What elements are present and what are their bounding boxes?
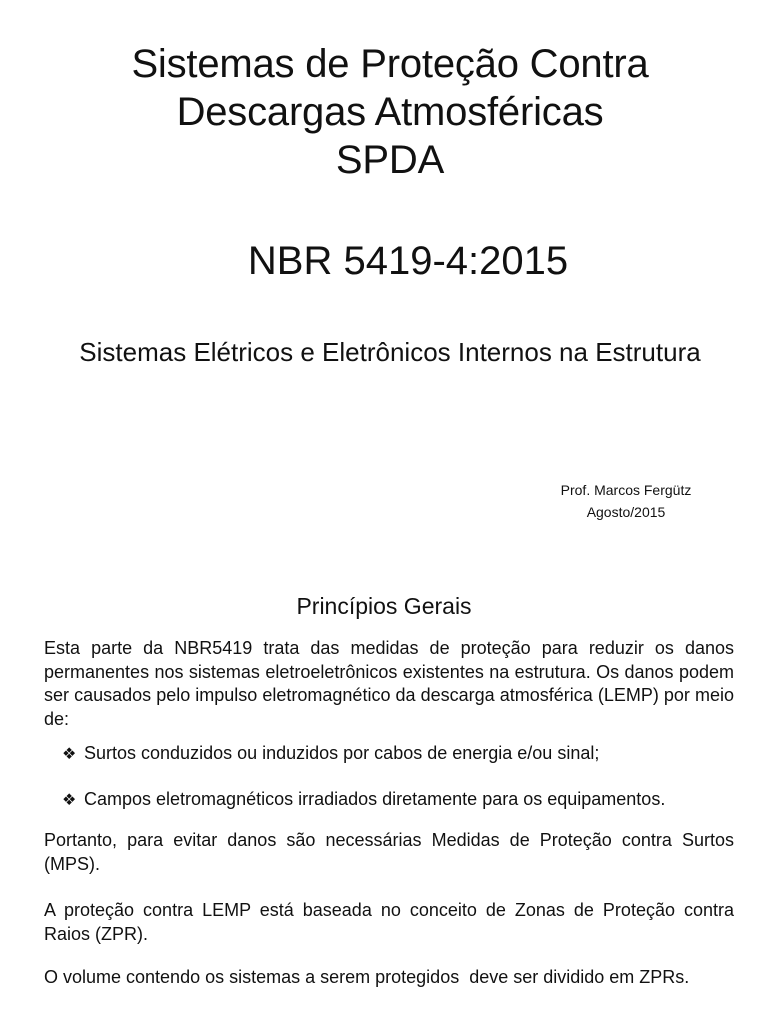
bullet-text-2: Campos eletromagnéticos irradiados diretamente para os equipamentos. [84, 789, 666, 809]
bullet-item-1 [62, 741, 742, 766]
title-line-1: Sistemas de Proteção Contra [131, 42, 649, 86]
bullet-item-2 [62, 787, 742, 812]
section-title: Princípios Gerais [296, 593, 472, 619]
paragraph-zpr: A proteção contra LEMP está baseada no conceito de Zonas de Proteção contra Raios (ZPR). [44, 900, 734, 944]
intro-paragraph: Esta parte da NBR5419 trata das medidas de proteção para reduzir os danos permanentes nos sistemas eletroeletrônicos existentes na estrutura. Os danos podem ser causados pelo impulso eletromagnético da descarga atmosférica (LEMP) por meio de: [44, 638, 734, 729]
diamond-bullet-icon: ❖ [62, 790, 77, 809]
title-line-3: SPDA [335, 138, 445, 182]
standard-code: NBR 5419-4:2015 [247, 239, 569, 283]
author-name: Prof. Marcos Fergütz [560, 482, 692, 498]
paragraph-volume: O volume contendo os sistemas a serem protegidos deve ser dividido em ZPRs. [44, 967, 690, 987]
bullet-text-1: Surtos conduzidos ou induzidos por cabos de energia e/ou sinal; [84, 743, 600, 763]
author-date: Agosto/2015 [586, 504, 666, 520]
paragraph-mps: Portanto, para evitar danos são necessárias Medidas de Proteção contra Surtos (MPS). [44, 830, 734, 874]
title-line-2: Descargas Atmosféricas [176, 90, 604, 134]
diamond-bullet-icon: ❖ [62, 744, 77, 763]
author-block [526, 479, 726, 523]
document-title [0, 40, 768, 184]
document-subtitle: Sistemas Elétricos e Eletrônicos Internos na Estrutura [79, 337, 701, 367]
